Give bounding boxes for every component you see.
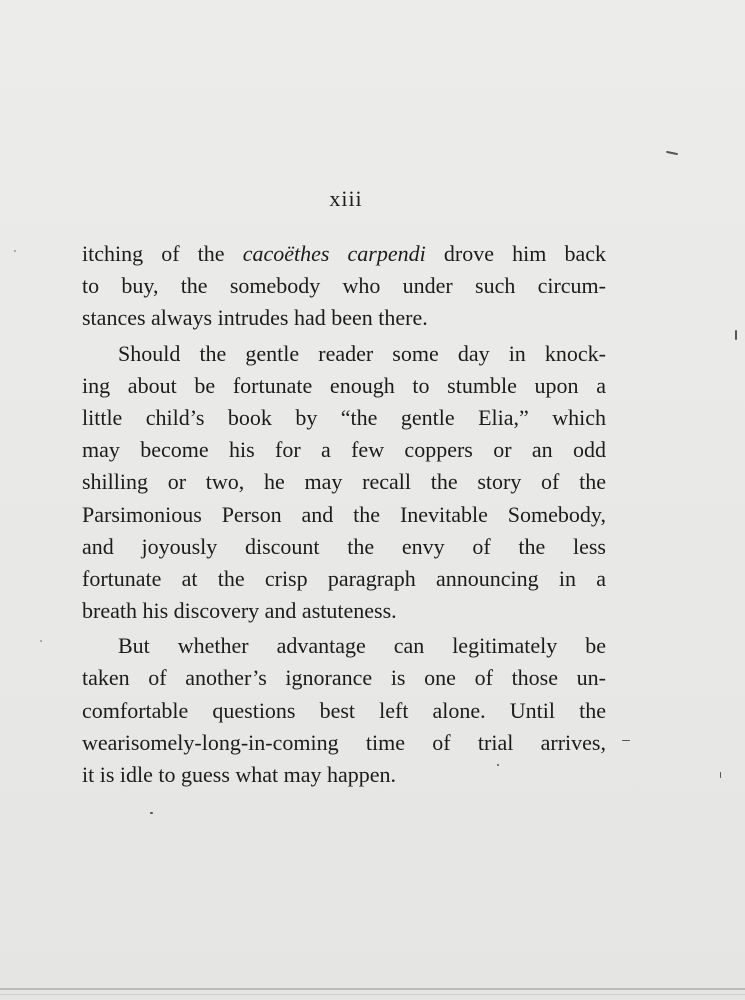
page-number: xiii <box>329 186 363 211</box>
text-line: it is idle to guess what may happen. <box>82 762 397 787</box>
text-line: Should the gentle reader some day in knock- <box>118 340 606 366</box>
text-line: itching of the cacoëthes carpendi drove him back <box>82 241 606 266</box>
page-edge-line <box>0 988 745 990</box>
text-line: comfortable questions best left alone. Until the <box>82 697 606 723</box>
text-line: little child’s book by “the gentle Elia,” which <box>82 404 606 430</box>
text-line: and joyously discount the envy of the less <box>82 533 606 559</box>
italic-phrase: cacoëthes carpendi <box>242 241 426 266</box>
text-line: stances always intrudes had been there. <box>82 305 428 331</box>
text-line: ing about be fortunate enough to stumble upon a <box>82 372 606 398</box>
text-line: may become his for a few coppers or an odd <box>82 437 606 463</box>
text-line: fortunate at the crisp paragraph announcing in a <box>82 565 606 591</box>
body-text <box>82 238 606 791</box>
text-line: But whether advantage can legitimately be <box>118 633 606 659</box>
text-line: taken of another’s ignorance is one of those un- <box>82 665 606 691</box>
text-line: breath his discovery and astuteness. <box>82 598 397 624</box>
text-line: Parsimonious Person and the Inevitable Somebody, <box>82 501 606 527</box>
paragraph-3 <box>82 630 606 791</box>
paragraph-2 <box>82 338 606 628</box>
paragraph-1 <box>82 238 606 335</box>
text-line: to buy, the somebody who under such circum- <box>82 273 606 299</box>
text-line: shilling or two, he may recall the story of the <box>82 469 606 495</box>
page-edge-line <box>0 994 745 995</box>
text-line: wearisomely-long-in-coming time of trial arrives, <box>82 729 606 755</box>
